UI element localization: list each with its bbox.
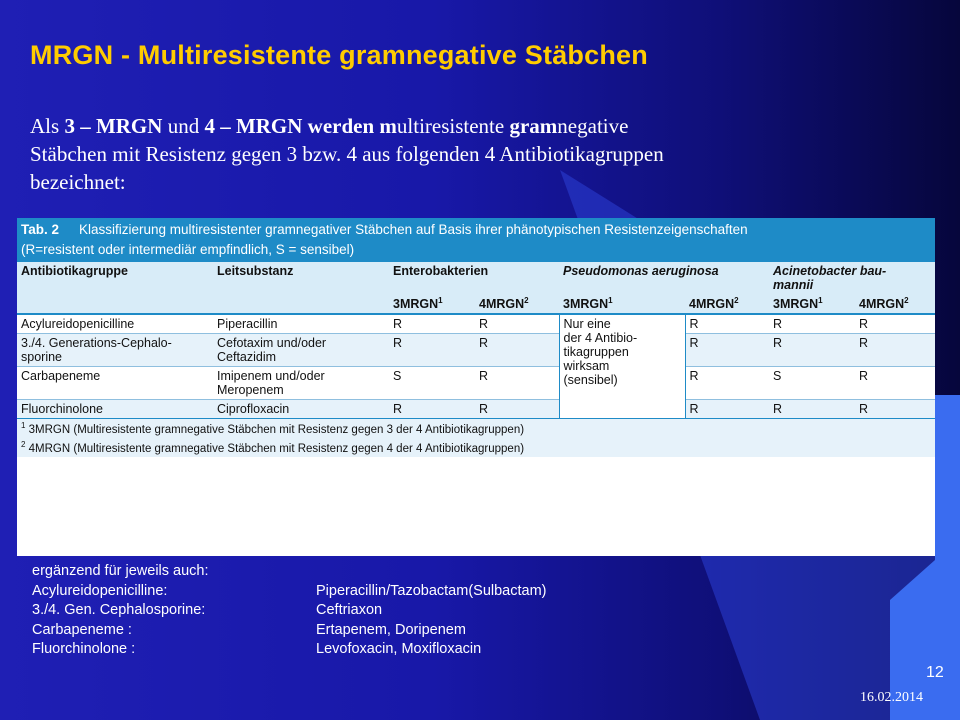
subheader-a4: 4MRGN$^2$ bbox=[855, 294, 935, 314]
subheader-p4: 4MRGN$^2$ bbox=[685, 294, 769, 314]
cell-substance: Ciprofloxacin bbox=[213, 400, 389, 419]
cell-e4: R bbox=[475, 367, 559, 400]
header-substance: Leitsubstanz bbox=[217, 264, 294, 278]
subheader-p3: 3MRGN$^1$ bbox=[559, 294, 685, 314]
table-row bbox=[17, 400, 935, 419]
header-acineto: Acinetobacter bau- mannii bbox=[773, 264, 887, 292]
cell-group: Carbapeneme bbox=[17, 367, 213, 400]
cell-a3: R bbox=[769, 314, 855, 334]
slide-date: 16.02.2014 bbox=[860, 690, 923, 705]
table-row bbox=[17, 367, 935, 400]
cell-e4: R bbox=[475, 400, 559, 419]
intro-text bbox=[30, 112, 830, 196]
cell-a3: S bbox=[769, 367, 855, 400]
cell-a3: R bbox=[769, 400, 855, 419]
cell-substance: Cefotaxim und/oder Ceftazidim bbox=[213, 334, 389, 367]
cell-e3: R bbox=[389, 334, 475, 367]
caption-line-1: Klassifizierung multiresistenter gramnegativer Stäbchen auf Basis ihrer phänotypischen Resistenzeigenschaften bbox=[79, 222, 748, 237]
table-header-row bbox=[17, 262, 935, 294]
supplement-line: 3./4. Gen. Cephalosporine: Ceftriaxon bbox=[32, 602, 383, 618]
supplement-heading: ergänzend für jeweils auch: bbox=[32, 563, 209, 579]
cell-p4: R bbox=[685, 334, 769, 367]
caption-line-2: (R=resistent oder intermediär empfindlich, S = sensibel) bbox=[21, 242, 355, 257]
slide-title: MRGN - Multiresistente gramnegative Stäbchen bbox=[30, 40, 648, 70]
cell-a4: R bbox=[855, 314, 935, 334]
table-caption bbox=[17, 218, 935, 262]
supplement-line: Fluorchinolone : Levofoxacin, Moxifloxacin bbox=[32, 641, 482, 657]
subheader-e4: 4MRGN$^2$ bbox=[475, 294, 559, 314]
table-subheader-row bbox=[17, 294, 935, 314]
cell-a4: R bbox=[855, 367, 935, 400]
subheader-e3: 3MRGN$^1$ bbox=[389, 294, 475, 314]
cell-e3: S bbox=[389, 367, 475, 400]
footnote-row bbox=[17, 419, 935, 438]
table-number: Tab. 2 bbox=[21, 222, 60, 237]
cell-a4: R bbox=[855, 334, 935, 367]
cell-e3: R bbox=[389, 314, 475, 334]
cell-p4: R bbox=[685, 314, 769, 334]
cell-e4: R bbox=[475, 314, 559, 334]
cell-group: Fluorchinolone bbox=[17, 400, 213, 419]
header-entero: Enterobakterien bbox=[393, 264, 489, 278]
cell-e4: R bbox=[475, 334, 559, 367]
subheader-a3: 3MRGN$^1$ bbox=[769, 294, 855, 314]
intro-line-2: Stäbchen mit Resistenz gegen 3 bzw. 4 aus folgenden 4 Antibiotikagruppen bbox=[30, 142, 664, 166]
resistance-table bbox=[17, 262, 935, 457]
intro-line-1: Als 3 – MRGN und 4 – MRGN werden multiresistente gramnegative bbox=[30, 114, 629, 138]
supplement-block bbox=[32, 562, 547, 660]
intro-line-3: bezeichnet: bbox=[30, 170, 126, 194]
header-group: Antibiotikagruppe bbox=[21, 264, 128, 278]
header-pseudo: Pseudomonas aeruginosa bbox=[563, 264, 719, 278]
cell-p4: R bbox=[685, 367, 769, 400]
classification-table bbox=[17, 218, 935, 556]
cell-a4: R bbox=[855, 400, 935, 419]
supplement-line: Carbapeneme : Ertapenem, Doripenem bbox=[32, 621, 466, 638]
cell-group: 3./4. Generations-Cephalo- sporine bbox=[17, 334, 213, 367]
cell-e3: R bbox=[389, 400, 475, 419]
footnote-row bbox=[17, 438, 935, 457]
table-row bbox=[17, 334, 935, 367]
cell-group: Acylureidopenicilline bbox=[17, 314, 213, 334]
cell-pseudo-note: Nur eine der 4 Antibio- tikagruppen wirksam (sensibel) bbox=[559, 314, 685, 419]
footnote-1: $^1$ 3MRGN (Multiresistente gramnegative Stäbchen mit Resistenz gegen 3 der 4 Antibiotikagruppen) bbox=[17, 419, 935, 438]
cell-a3: R bbox=[769, 334, 855, 367]
cell-substance: Piperacillin bbox=[213, 314, 389, 334]
cell-substance: Imipenem und/oder Meropenem bbox=[213, 367, 389, 400]
supplement-line: Acylureidopenicilline: Piperacillin/Tazobactam(Sulbactam) bbox=[32, 582, 547, 599]
page-number: 12 bbox=[926, 664, 944, 681]
cell-p4: R bbox=[685, 400, 769, 419]
footnote-2: $^2$ 4MRGN (Multiresistente gramnegative Stäbchen mit Resistenz gegen 4 der 4 Antibiotikagruppen) bbox=[17, 438, 935, 457]
table-row bbox=[17, 314, 935, 334]
